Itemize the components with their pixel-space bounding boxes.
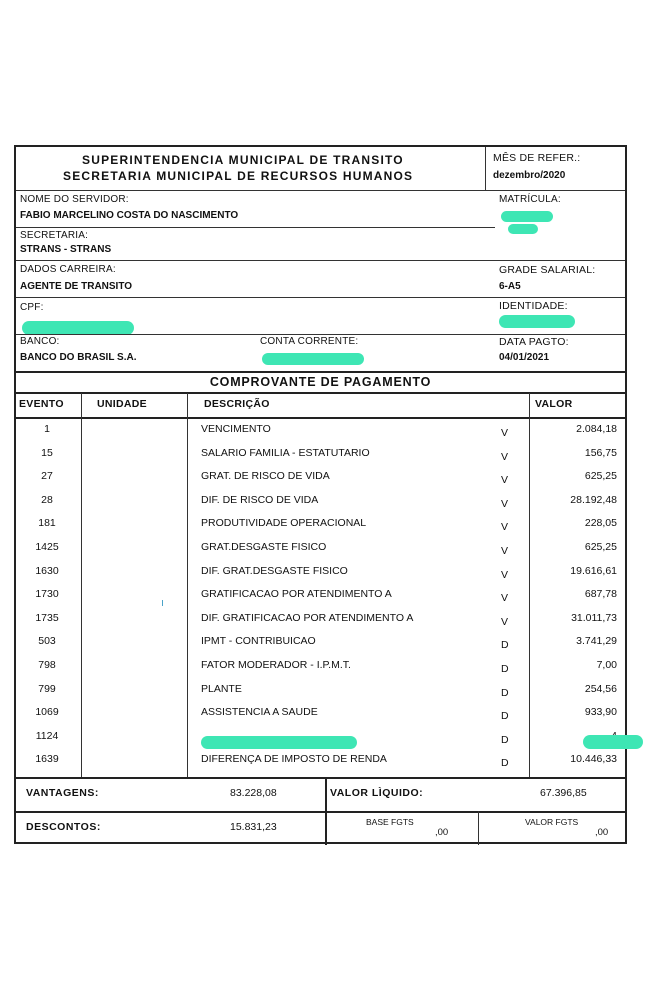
salary-grade-value: 6-A5: [499, 281, 521, 292]
row-event: 799: [38, 683, 56, 695]
stray-mark: [162, 600, 163, 606]
row-event: 798: [38, 659, 56, 671]
row-value: 28.192,48: [570, 494, 617, 506]
col-value: VALOR: [535, 398, 573, 410]
row-description: GRAT. DE RISCO DE VIDA: [201, 470, 330, 482]
row-type: D: [501, 710, 509, 722]
row-description: PRODUTIVIDADE OPERACIONAL: [201, 517, 367, 529]
redacted-account: [262, 353, 364, 365]
col-unit: UNIDADE: [97, 398, 147, 410]
row-event: 1730: [35, 588, 59, 600]
row-value: 31.011,73: [571, 612, 617, 624]
divider: [16, 260, 625, 261]
row-type: V: [501, 616, 509, 628]
row-event: 1069: [35, 706, 59, 718]
divider: [478, 811, 479, 845]
earnings-label: VANTAGENS:: [26, 787, 99, 799]
row-event: 1: [44, 423, 50, 435]
divider: [16, 417, 625, 419]
redacted-identity: [499, 315, 575, 328]
redacted-description: [201, 736, 357, 749]
row-value: 7,00: [596, 659, 617, 671]
net-value-label: VALOR LÌQUIDO:: [330, 787, 424, 799]
row-event: 1735: [35, 612, 59, 624]
row-event: 1639: [35, 753, 59, 765]
row-value: 3.741,29: [576, 635, 617, 647]
row-description: VENCIMENTO: [201, 423, 271, 435]
row-value: 10.446,33: [570, 753, 617, 765]
row-event: 1124: [35, 730, 59, 742]
fgts-value-label: VALOR FGTS: [525, 817, 579, 827]
row-event: 181: [38, 517, 56, 529]
career-label: DADOS CARREIRA:: [20, 264, 116, 275]
divider: [16, 392, 625, 394]
row-type: D: [501, 757, 509, 769]
row-type: V: [501, 474, 509, 486]
row-type: V: [501, 451, 509, 463]
deductions-label: DESCONTOS:: [26, 821, 101, 833]
divider: [16, 190, 625, 191]
divider: [485, 147, 486, 190]
row-value: 625,25: [584, 541, 617, 553]
divider: [81, 393, 82, 777]
row-type: V: [501, 569, 509, 581]
divider: [325, 778, 327, 845]
row-event: 1630: [35, 565, 59, 577]
row-description: IPMT - CONTRIBUICAO: [201, 635, 316, 647]
identity-label: IDENTIDADE:: [499, 300, 568, 312]
ref-month-value: dezembro/2020: [493, 170, 566, 181]
career-value: AGENTE DE TRANSITO: [20, 281, 133, 292]
row-event: 15: [41, 447, 53, 459]
row-event: 503: [38, 635, 56, 647]
row-description: DIF. GRAT.DESGASTE FISICO: [201, 565, 348, 577]
org-name-line2: SECRETARIA MUNICIPAL DE RECURSOS HUMANOS: [63, 169, 414, 183]
row-description: GRAT.DESGASTE FISICO: [201, 541, 327, 553]
row-type: D: [501, 687, 509, 699]
row-value: 228,05: [584, 517, 617, 529]
row-value: 933,90: [584, 706, 617, 718]
row-event: 1425: [35, 541, 59, 553]
row-type: D: [501, 663, 509, 675]
net-value: 67.396,85: [540, 787, 587, 799]
redacted-registration: [501, 211, 553, 222]
row-type: V: [501, 592, 509, 604]
col-description: DESCRIÇÃO: [204, 398, 270, 410]
pay-stub: [14, 145, 627, 844]
ref-month-label: MÊS DE REFER.:: [493, 152, 581, 164]
account-label: CONTA CORRENTE:: [260, 336, 359, 347]
divider: [16, 334, 625, 335]
divider: [16, 297, 625, 298]
divider: [16, 811, 625, 813]
deductions-value: 15.831,23: [230, 821, 277, 833]
row-value: 625,25: [584, 470, 617, 482]
divider: [529, 393, 530, 777]
cpf-label: CPF:: [20, 302, 44, 313]
row-description: PLANTE: [201, 683, 242, 695]
row-description: SALARIO FAMILIA - ESTATUTARIO: [201, 447, 370, 459]
row-value: 2.084,18: [576, 423, 617, 435]
pay-date-label: DATA PAGTO:: [499, 336, 569, 348]
fgts-base-value: ,00: [435, 827, 449, 838]
row-event: 27: [41, 470, 53, 482]
row-value: 19.616,61: [570, 565, 617, 577]
row-type: V: [501, 427, 509, 439]
row-value: 254,56: [584, 683, 617, 695]
row-description: DIF. DE RISCO DE VIDA: [201, 494, 319, 506]
section-title: COMPROVANTE DE PAGAMENTO: [209, 375, 432, 389]
name-value: FABIO MARCELINO COSTA DO NASCIMENTO: [20, 210, 239, 221]
row-description: FATOR MODERADOR - I.P.M.T.: [201, 659, 351, 671]
pay-date-value: 04/01/2021: [499, 352, 550, 363]
row-event: 28: [41, 494, 53, 506]
row-type: V: [501, 498, 509, 510]
divider: [16, 371, 625, 373]
row-value: 687,78: [584, 588, 617, 600]
fgts-base-label: BASE FGTS: [366, 817, 414, 827]
secretariat-label: SECRETARIA:: [20, 230, 89, 241]
divider: [187, 393, 188, 777]
redacted-cpf: [22, 321, 134, 335]
row-description: GRATIFICACAO POR ATENDIMENTO A: [201, 588, 392, 600]
col-event: EVENTO: [19, 398, 64, 410]
row-description: DIFERENÇA DE IMPOSTO DE RENDA: [201, 753, 387, 765]
divider: [16, 227, 495, 228]
row-description: ASSISTENCIA A SAUDE: [201, 706, 318, 718]
earnings-value: 83.228,08: [230, 787, 277, 799]
org-name-line1: SUPERINTENDENCIA MUNICIPAL DE TRANSITO: [82, 153, 404, 167]
bank-value: BANCO DO BRASIL S.A.: [20, 352, 137, 363]
row-value: 156,75: [584, 447, 617, 459]
redacted-value: [583, 735, 643, 749]
name-label: NOME DO SERVIDOR:: [20, 194, 129, 205]
bank-label: BANCO:: [20, 336, 60, 347]
row-type: D: [501, 639, 509, 651]
row-type: D: [501, 734, 509, 746]
registration-label: MATRÍCULA:: [499, 194, 561, 205]
divider: [16, 777, 625, 779]
row-type: V: [501, 521, 509, 533]
fgts-value-value: ,00: [595, 827, 609, 838]
row-description: DIF. GRATIFICACAO POR ATENDIMENTO A: [201, 612, 414, 624]
salary-grade-label: GRADE SALARIAL:: [499, 264, 596, 276]
redacted-registration: [508, 224, 538, 234]
row-type: V: [501, 545, 509, 557]
secretariat-value: STRANS - STRANS: [20, 244, 112, 255]
